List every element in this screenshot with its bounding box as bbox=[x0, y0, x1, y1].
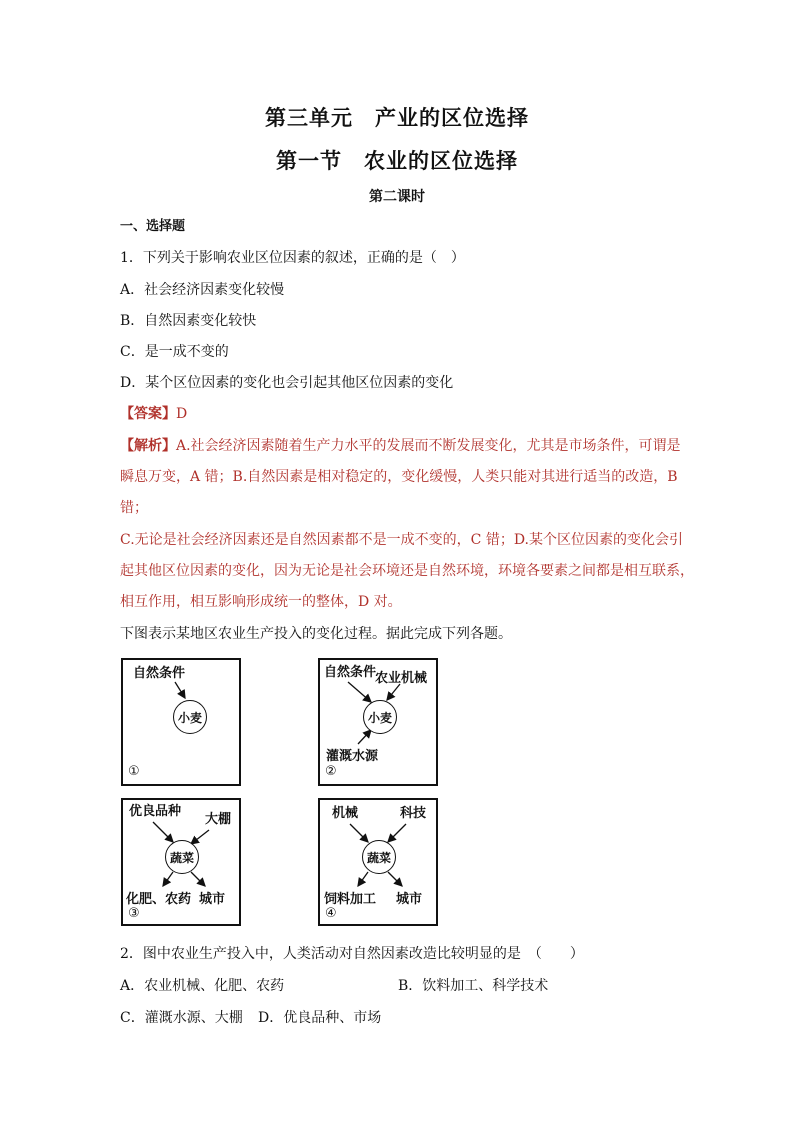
analysis-line-3: 错； bbox=[120, 500, 148, 516]
box1-center-wheat: 小麦 bbox=[173, 700, 207, 734]
box2-label-natural: 自然条件 bbox=[324, 665, 377, 680]
section-title: 第一节 农业的区位选择 bbox=[276, 149, 518, 173]
diagram-box-3 bbox=[121, 798, 241, 926]
box3-center-vegetables: 蔬菜 bbox=[165, 840, 199, 874]
analysis-line-4: C.无论是社会经济因素还是自然因素都不是一成不变的，C 错；D.某个区位因素的变化会引 bbox=[120, 532, 683, 548]
q2-option-b: B．饮料加工、科学技术 bbox=[398, 978, 549, 994]
box2-label-machinery: 农业机械 bbox=[375, 671, 428, 686]
box2-center-wheat: 小麦 bbox=[363, 700, 397, 734]
box4-label-city: 城市 bbox=[396, 892, 423, 907]
analysis-tag: 【解析】 bbox=[120, 438, 176, 454]
answer-tag: 【答案】 bbox=[120, 406, 176, 422]
box4-label-machinery: 机械 bbox=[332, 806, 359, 821]
box4-center-vegetables: 蔬菜 bbox=[362, 840, 396, 874]
q2-option-c: C．灌溉水源、大棚 bbox=[120, 1010, 243, 1026]
box2-label-irrigation: 灌溉水源 bbox=[326, 749, 379, 764]
diagram-box-4 bbox=[318, 798, 438, 926]
box3-label-city: 城市 bbox=[199, 892, 226, 907]
analysis-text: A.社会经济因素随着生产力水平的发展而不断发展变化，尤其是市场条件，可谓是 bbox=[176, 438, 681, 454]
box4-label-tech: 科技 bbox=[400, 806, 427, 821]
box3-label-greenhouse: 大棚 bbox=[205, 812, 232, 827]
analysis-line-6: 相互作用，相互影响形成统一的整体，D 对。 bbox=[120, 594, 402, 610]
box1-number: ① bbox=[128, 764, 140, 779]
box3-label-fertilizer: 化肥、农药 bbox=[126, 892, 192, 907]
q1-option-c: C．是一成不变的 bbox=[120, 344, 229, 360]
box1-label-natural: 自然条件 bbox=[133, 666, 186, 681]
q1-stem: 1．下列关于影响农业区位因素的叙述，正确的是（ ） bbox=[120, 250, 465, 266]
diagram-box-1 bbox=[121, 658, 241, 786]
q1-option-a: A．社会经济因素变化较慢 bbox=[120, 282, 285, 298]
q2-stem: 2．图中农业生产投入中，人类活动对自然因素改造比较明显的是 （ ） bbox=[120, 946, 584, 962]
analysis-line-5: 起其他区位因素的变化，因为无论是社会环境还是自然环境，环境各要素之间都是相互联系， bbox=[120, 563, 694, 579]
unit-title: 第三单元 产业的区位选择 bbox=[265, 106, 529, 130]
box4-number: ④ bbox=[325, 906, 337, 921]
q1-answer bbox=[120, 404, 187, 424]
analysis-line-2: 瞬息万变，A 错；B.自然因素是相对稳定的，变化缓慢，人类只能对其进行适当的改造，B bbox=[120, 469, 678, 485]
diagram-box-2 bbox=[318, 658, 438, 786]
q1-option-d: D．某个区位因素的变化也会引起其他区位因素的变化 bbox=[120, 375, 454, 391]
box3-number: ③ bbox=[128, 906, 140, 921]
section-heading: 一、选择题 bbox=[120, 219, 186, 234]
box4-label-feed: 饲料加工 bbox=[324, 892, 377, 907]
diagram-intro: 下图表示某地区农业生产投入的变化过程。据此完成下列各题。 bbox=[120, 626, 512, 642]
answer-value: D bbox=[176, 406, 188, 422]
lesson-title: 第二课时 bbox=[369, 189, 425, 205]
analysis-line-1 bbox=[120, 436, 681, 456]
box2-number: ② bbox=[325, 764, 337, 779]
q1-option-b: B．自然因素变化较快 bbox=[120, 313, 257, 329]
q2-option-d: D．优良品种、市场 bbox=[258, 1010, 382, 1026]
q2-option-a: A．农业机械、化肥、农药 bbox=[120, 978, 285, 994]
box3-label-seeds: 优良品种 bbox=[129, 804, 182, 819]
